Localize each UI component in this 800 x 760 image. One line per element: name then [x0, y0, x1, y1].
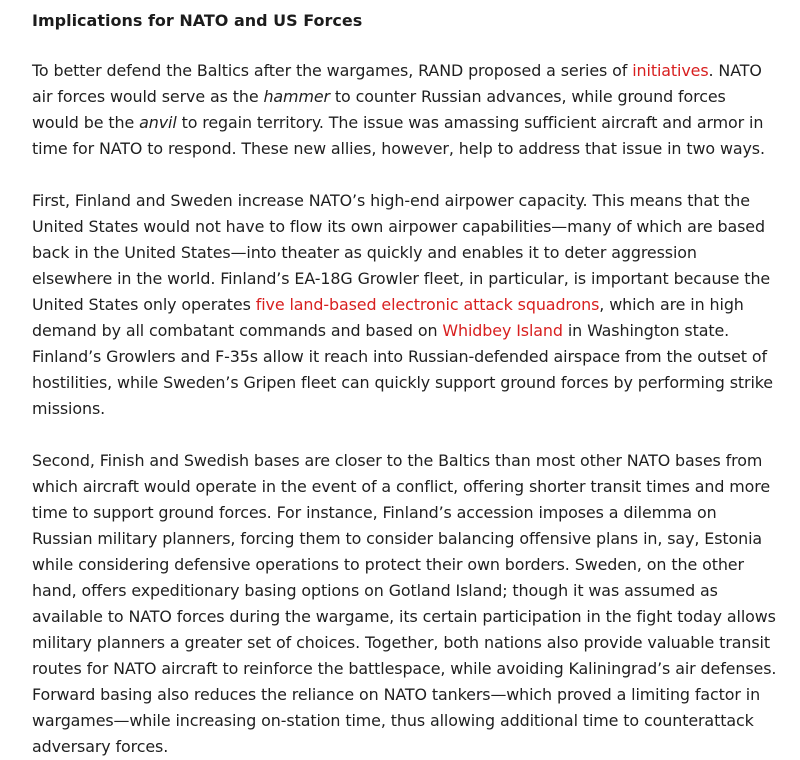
text: Second, Finish and Swedish bases are closer to the Baltics than most other NATO bases from which aircraft would operate in the event of a conflict, offering shorter transit times and more time to support ground forces. For instance, Finland’s accession imposes a dilemma on Russian military planners, forcing them to consider balancing offensive plans in, say, Estonia while considering defensive operations to protect their own borders. Sweden, on the other hand, offers expeditionary basing options on Gotland Island; though it was assumed as available to NATO forces during the wargame, its certain participation in the fight today allows military planners a greater set of choices. Together, both nations also provide valuable transit routes for NATO aircraft to reinforce the battlespace, while avoiding Kaliningrad’s air defenses. Forward basing also reduces the reliance on NATO tankers—which proved a limiting factor in wargames—while increasing on-station time, thus allowing additional time to counterattack adversary forces. — [32, 451, 777, 756]
paragraph-3 — [32, 448, 777, 760]
emphasis-hammer: hammer — [263, 87, 330, 106]
text: to regain territory. The issue was amassing sufficient aircraft and armor in time for NATO to respond. These new allies, however, help to address that issue in two ways. — [32, 113, 765, 158]
section-heading: Implications for NATO and US Forces — [32, 11, 363, 30]
text: , which are in high demand by all combatant commands and based on — [32, 295, 744, 340]
emphasis-anvil: anvil — [139, 113, 177, 132]
text: to counter Russian advances, while ground forces would be the — [32, 87, 726, 132]
initiatives-link[interactable]: initiatives — [632, 61, 709, 80]
text: . NATO air forces would serve as the — [32, 61, 762, 106]
text: in Washington state. Finland’s Growlers and F-35s allow it reach into Russian-defended airspace from the outset of hostilities, while Sweden’s Gripen fleet can quickly support ground forces by performing strike missions. — [32, 321, 773, 418]
text: To better defend the Baltics after the wargames, RAND proposed a series of — [32, 61, 633, 80]
whidbey-island-link[interactable]: Whidbey Island — [442, 321, 563, 340]
paragraph-2 — [32, 188, 777, 422]
electronic-attack-squadrons-link[interactable]: five land-based electronic attack squadrons — [255, 295, 600, 314]
paragraph-1 — [32, 58, 777, 162]
text: First, Finland and Sweden increase NATO’s high-end airpower capacity. This means that the United States would not have to flow its own airpower capabilities—many of which are based back in the United States—into theater as quickly and enables it to deter aggression elsewhere in the world. Finland’s EA-18G Growler fleet, in particular, is important because the United States only operates — [32, 191, 771, 314]
